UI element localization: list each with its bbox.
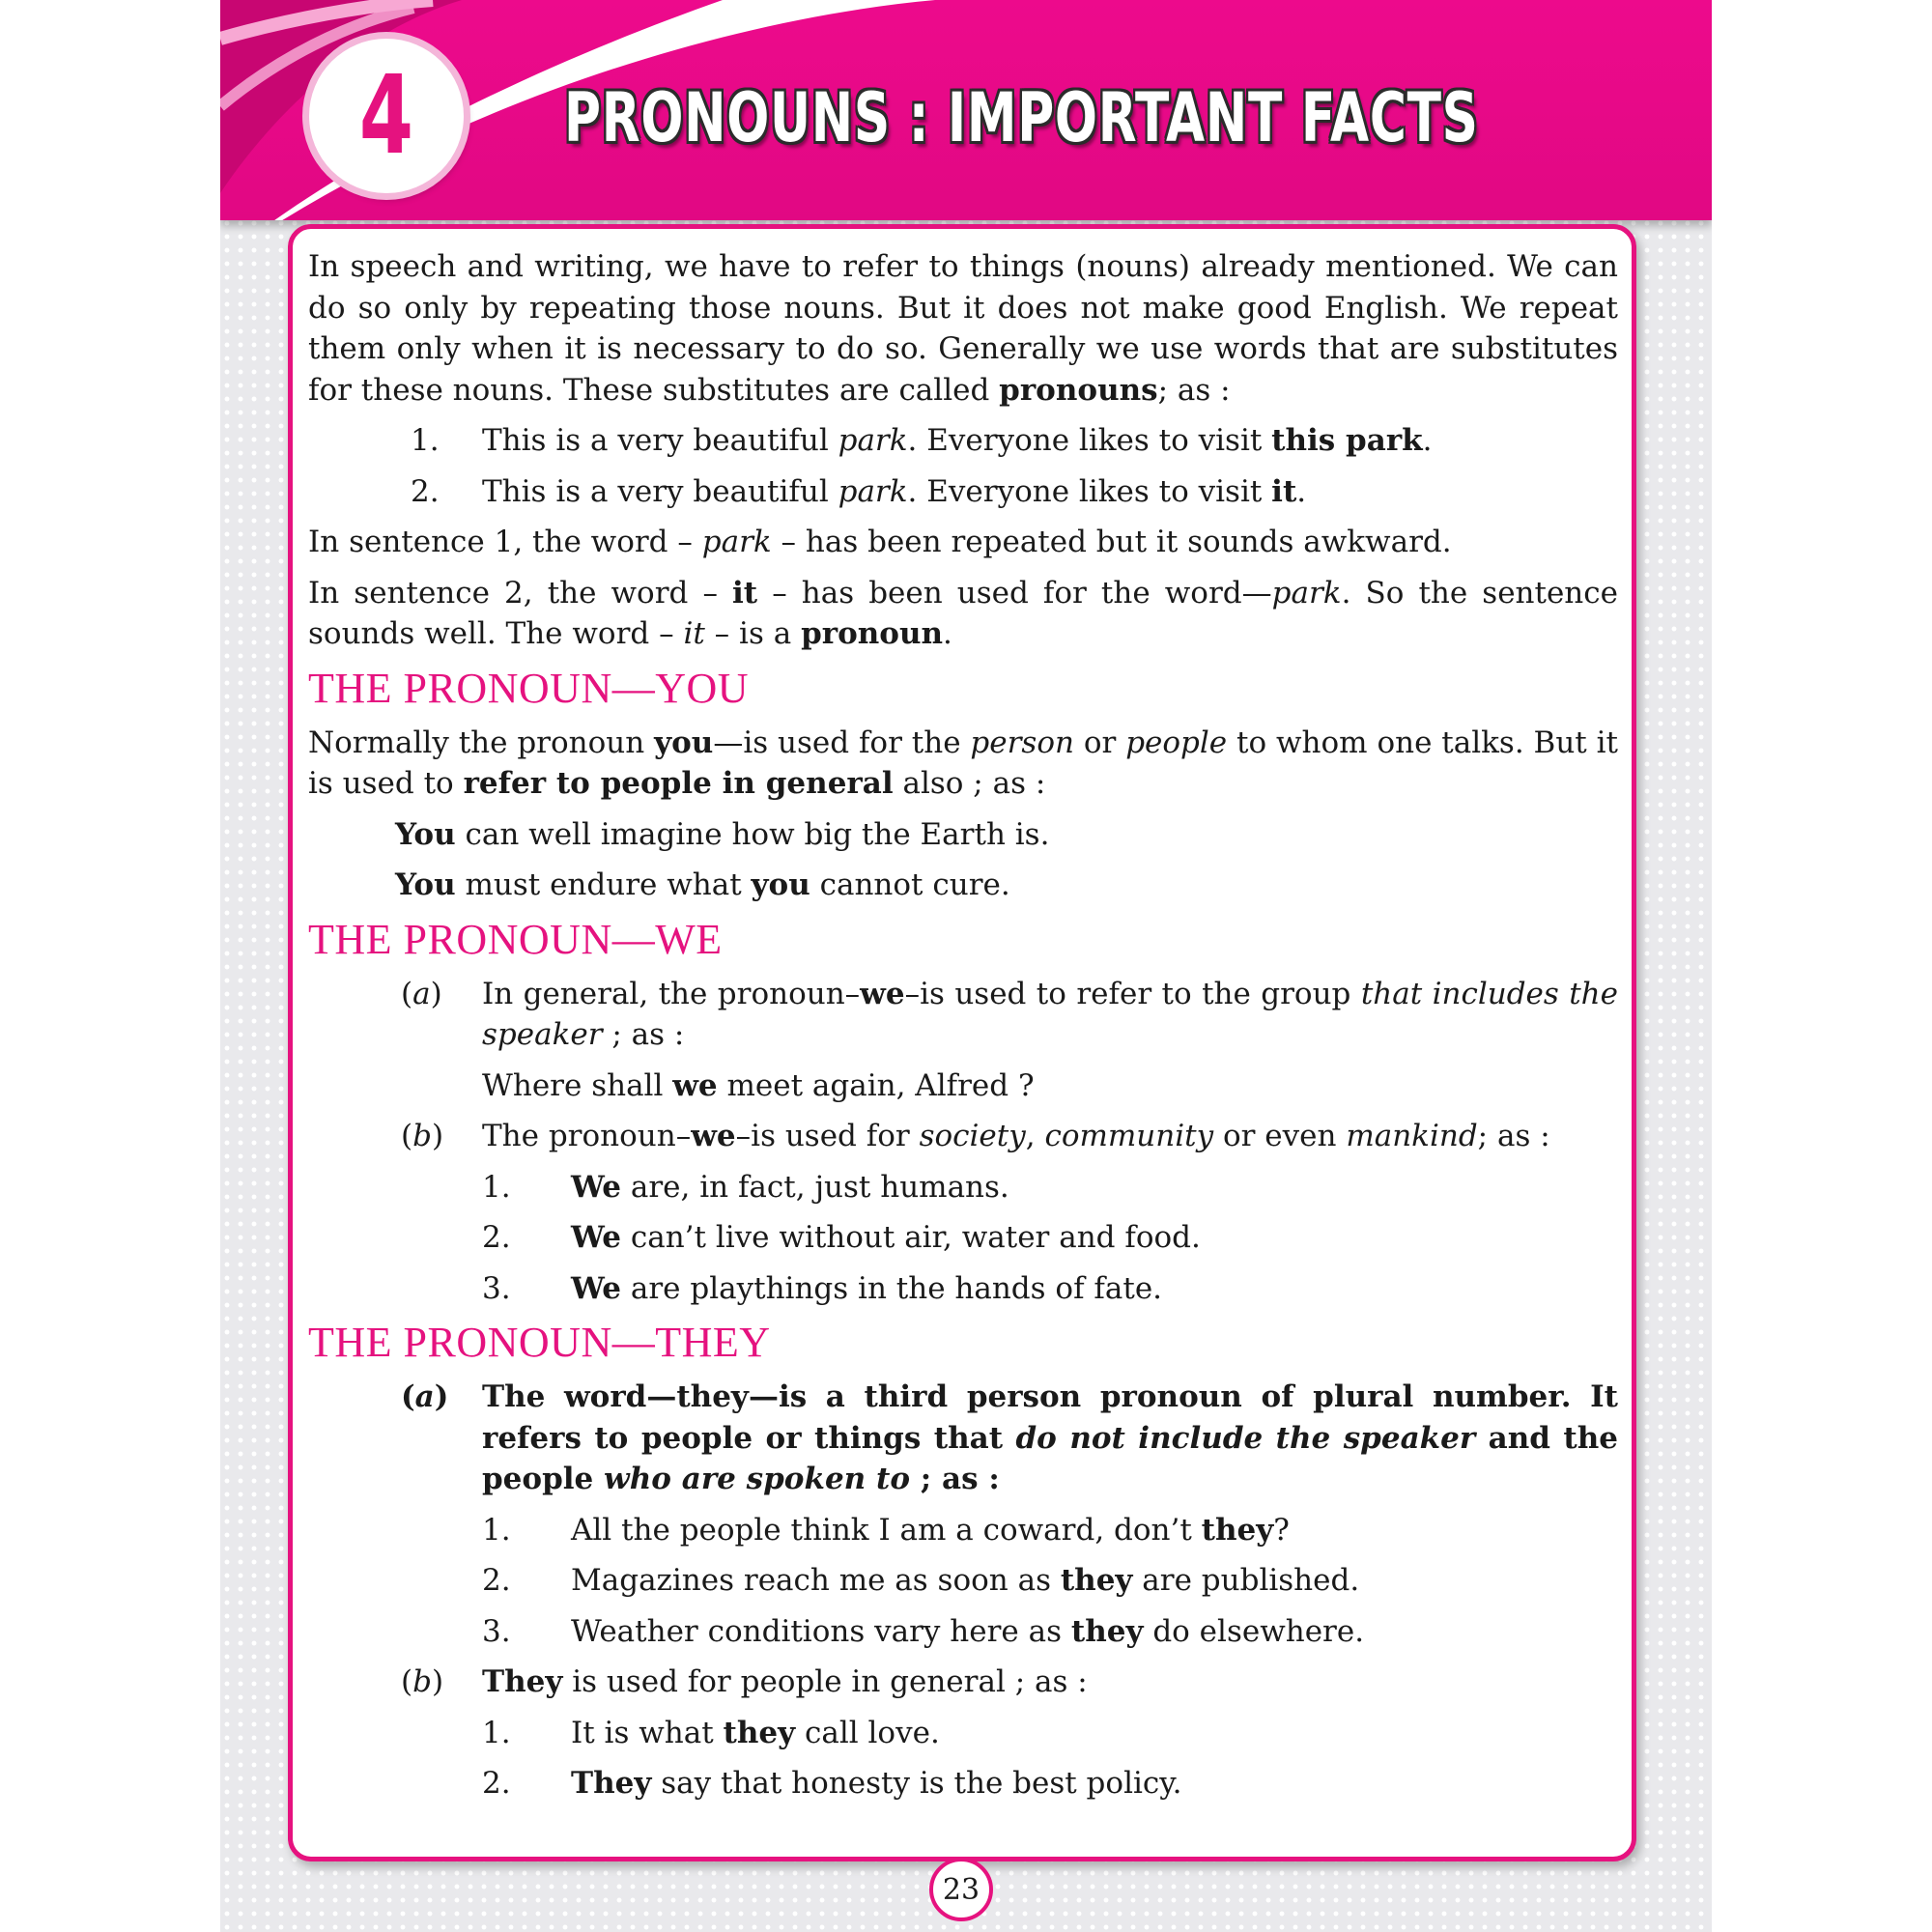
we-point-a: (a) In general, the pronoun–we–is used to refer to the group that includes the speaker ; as :: [401, 976, 1618, 1052]
we-item: 1. We are, in fact, just humans.: [482, 1169, 1009, 1205]
you-example-2: You must endure what you cannot cure.: [395, 867, 1010, 902]
page-number: 23: [929, 1858, 993, 1921]
they-item: 2. They say that honesty is the best policy.: [482, 1766, 1182, 1801]
chapter-title: PRONOUNS : IMPORTANT FACTS: [564, 78, 1479, 157]
chapter-banner: [220, 0, 1712, 220]
intro-example-2: 2. This is a very beautiful park. Everyone likes to visit it.: [411, 473, 1307, 509]
we-point-a-example: Where shall we meet again, Alfred ?: [482, 1067, 1035, 1103]
they-item: 1. All the people think I am a coward, don’t they?: [482, 1512, 1290, 1548]
intro-sentence-2-note: In sentence 2, the word – it – has been used for the word—park. So the sentence sounds well. The word – it – is a pronoun.: [308, 575, 1618, 651]
intro-sentence-1-note: In sentence 1, the word – park – has been repeated but it sounds awkward.: [308, 525, 1452, 559]
heading-pronoun-you: THE PRONOUN—YOU: [308, 664, 750, 712]
we-item: 3. We are playthings in the hands of fate.: [482, 1270, 1163, 1306]
they-item: 1. It is what they call love.: [482, 1715, 940, 1750]
you-example-1: You can well imagine how big the Earth is.: [395, 816, 1050, 852]
they-item: 2. Magazines reach me as soon as they are published.: [482, 1563, 1360, 1598]
chapter-number: 4: [358, 53, 414, 179]
they-point-a: (a) The word—they—is a third person pronoun of plural number. It refers to people or things that do not include the speaker and the people who are spoken to ; as :: [401, 1379, 1619, 1496]
they-point-b: (b) They is used for people in general ; as :: [401, 1664, 1088, 1699]
heading-pronoun-they: THE PRONOUN—THEY: [308, 1319, 771, 1366]
they-item: 3. Weather conditions vary here as they do elsewhere.: [482, 1613, 1365, 1649]
you-paragraph: Normally the pronoun you—is used for the person or people to whom one talks. But it is used to refer to people in general also ; as :: [308, 724, 1618, 801]
content-box: [288, 224, 1636, 1861]
chapter-number-badge: [309, 39, 464, 193]
book-page: [220, 0, 1712, 1932]
we-item: 2. We can’t live without air, water and food.: [482, 1220, 1201, 1255]
intro-example-1: 1. This is a very beautiful park. Everyone likes to visit this park.: [411, 423, 1433, 458]
we-point-b: (b) The pronoun–we–is used for society, community or even mankind; as :: [401, 1119, 1550, 1153]
content: [308, 246, 1618, 1804]
heading-pronoun-we: THE PRONOUN—WE: [308, 915, 723, 963]
intro-paragraph: In speech and writing, we have to refer to things (nouns) already mentioned. We can do so only by repeating those nouns. But it does not make good English. We repeat them only when it is necessary to do so. Generally we use words that are substitutes for these nouns. These substitutes are called pronouns; as :: [308, 249, 1618, 408]
